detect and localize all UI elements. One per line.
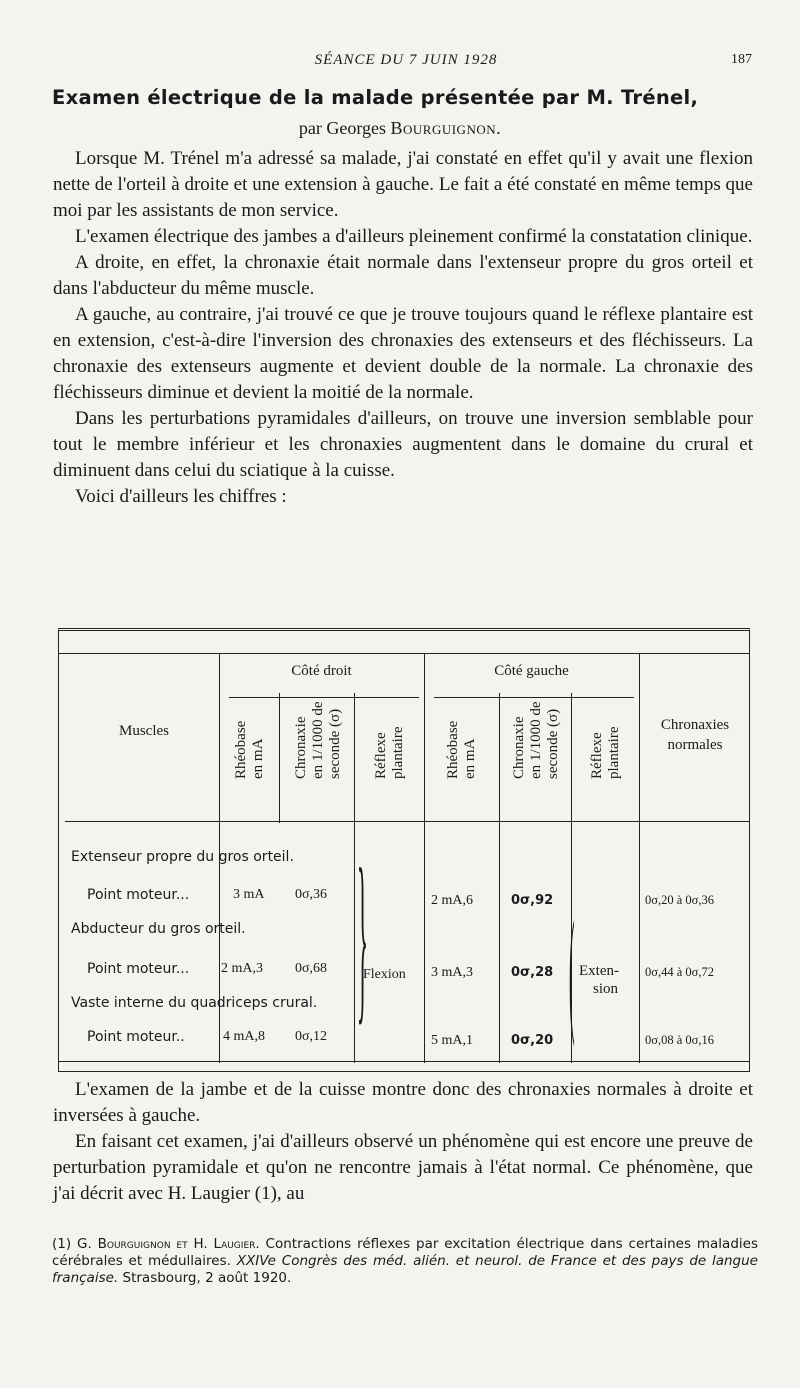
subhead-line: Réflexe — [589, 732, 605, 779]
cell-r-chronaxie: 0σ,36 — [295, 887, 328, 902]
cell-l-reflexe-2: sion — [593, 981, 619, 997]
subhead-line: plantaire — [606, 726, 622, 779]
byline-prefix: par Georges — [298, 118, 386, 138]
body-text-bottom — [53, 1077, 753, 1207]
footnote-place-date: Strasbourg, 2 août 1920. — [122, 1270, 292, 1286]
chronaxie-table — [58, 628, 750, 1072]
table-rule — [65, 821, 749, 822]
row-point-moteur: Point moteur.. — [87, 1029, 185, 1045]
subhead-chronaxie-left — [511, 702, 562, 779]
cell-r-rheobase: 3 mA — [233, 887, 265, 902]
brace-right: } — [357, 831, 368, 1041]
running-head — [56, 52, 756, 72]
subhead-line: en 1/1000 de — [528, 701, 544, 779]
header-muscles: Muscles — [119, 723, 169, 739]
subhead-line: Rhéobase — [445, 720, 461, 779]
row-muscle-heading: Abducteur du gros orteil. — [71, 921, 246, 937]
group-cote-gauche: Côté gauche — [494, 663, 569, 679]
paragraph: Dans les perturbations pyramidales d'ailleurs, on trouve une inversion semblable pour tout le membre inférieur et les chronaxies augmentent dans le domaine du crural et diminuent dans celui du sciatique à la cuisse. — [53, 408, 753, 481]
cell-l-reflexe-1: Exten- — [579, 963, 619, 979]
cell-normal: 0σ,20 à 0σ,36 — [645, 893, 715, 907]
subhead-reflexe-left — [589, 727, 623, 779]
brace-left: ( — [569, 893, 575, 1048]
row-point-moteur: Point moteur... — [87, 961, 190, 977]
row-muscle-heading: Vaste interne du quadriceps crural. — [71, 995, 318, 1011]
cell-l-rheobase: 5 mA,1 — [431, 1033, 473, 1048]
paragraph: L'examen de la jambe et de la cuisse montre donc des chronaxies normales à droite et inversées à gauche. — [53, 1079, 753, 1126]
paragraph: Voici d'ailleurs les chiffres : — [75, 486, 287, 507]
table-rule — [434, 697, 634, 698]
subhead-line: Chronaxie — [511, 716, 527, 779]
footnote-text: Contractions réflexes par excitation électrique dans certaines maladies cérébrales et médullaires. — [52, 1236, 758, 1269]
table-divider — [499, 693, 500, 1063]
table-divider — [639, 653, 640, 1063]
subhead-reflexe-right — [373, 727, 407, 779]
header-normals-line1: Chronaxies — [660, 717, 730, 733]
table-rule — [229, 697, 419, 698]
subhead-line: Réflexe — [373, 732, 389, 779]
subhead-line: Rhéobase — [233, 720, 249, 779]
subhead-line: seconde (σ) — [545, 708, 561, 779]
paragraph: Lorsque M. Trénel m'a adressé sa malade, j'ai constaté en effet qu'il y avait une flexion nette de l'orteil à droite et une extension à gauche. Le fait a été constaté en même temps que moi par les assistants de mon service. — [53, 148, 753, 221]
row-point-moteur: Point moteur... — [87, 887, 190, 903]
cell-r-rheobase: 2 mA,3 — [221, 961, 263, 976]
header-normals — [645, 715, 745, 755]
cell-r-chronaxie: 0σ,68 — [295, 961, 328, 976]
subhead-line: Chronaxie — [293, 716, 309, 779]
table-rule — [59, 1061, 749, 1062]
cell-l-rheobase: 2 mA,6 — [431, 893, 473, 908]
cell-l-rheobase: 3 mA,3 — [431, 965, 473, 980]
subhead-rheobase-left — [445, 721, 479, 779]
header-normals-line2: normales — [667, 737, 723, 753]
article-byline — [0, 118, 800, 139]
subhead-line: plantaire — [390, 726, 406, 779]
table-divider — [279, 693, 280, 823]
cell-r-rheobase: 4 mA,8 — [223, 1029, 265, 1044]
subhead-line: seconde (σ) — [327, 708, 343, 779]
cell-r-chronaxie: 0σ,12 — [295, 1029, 328, 1044]
paragraph: A gauche, au contraire, j'ai trouvé ce que je trouve toujours quand le réflexe plantaire est en extension, c'est-à-dire l'inversion des chronaxies des extenseurs et des fléchisseurs. La chronaxie des extenseurs augmente et devient double de la normale. La chronaxie des fléchisseurs diminue et devient la moitié de la normale. — [53, 304, 753, 403]
subhead-line: en mA — [462, 738, 478, 779]
footnote-marker: (1) G. — [52, 1236, 92, 1252]
page-number: 187 — [731, 52, 752, 67]
subhead-line: en mA — [250, 738, 266, 779]
cell-normal: 0σ,08 à 0σ,16 — [645, 1033, 715, 1047]
cell-l-chronaxie: 0σ,28 — [511, 965, 554, 980]
article-title: Examen électrique de la malade présentée par M. Trénel, — [52, 86, 699, 109]
paragraph: En faisant cet examen, j'ai d'ailleurs observé un phénomène qui est encore une preuve de perturbation pyramidale et qu'on ne rencontre jamais à l'état normal. Ce phénomène, que j'ai décrit avec H. Laugier (1), au — [53, 1131, 753, 1204]
cell-normal: 0σ,44 à 0σ,72 — [645, 965, 715, 979]
byline-author: Bourguignon. — [390, 118, 502, 138]
cell-r-reflexe: Flexion — [363, 967, 406, 982]
table-divider — [424, 653, 425, 1063]
footnote — [52, 1236, 758, 1287]
footnote-authors: Bourguignon et H. Laugier. — [97, 1236, 260, 1252]
running-head-title: SÉANCE DU 7 JUIN 1928 — [314, 52, 498, 68]
table-divider — [354, 693, 355, 1063]
group-cote-droit: Côté droit — [291, 663, 352, 679]
table-rule — [59, 653, 749, 654]
body-text-top — [53, 146, 753, 510]
cell-l-chronaxie: 0σ,92 — [511, 893, 554, 908]
paragraph: A droite, en effet, la chronaxie était normale dans l'extenseur propre du gros orteil et dans l'abducteur du même muscle. — [53, 252, 753, 299]
subhead-line: en 1/1000 de — [310, 701, 326, 779]
cell-l-chronaxie: 0σ,20 — [511, 1033, 554, 1048]
subhead-rheobase-right — [233, 721, 267, 779]
paragraph: L'examen électrique des jambes a d'ailleurs pleinement confirmé la constatation clinique. — [75, 226, 753, 247]
footnote-venue: XXIVe Congrès des méd. alién. et neurol. de France et des pays de langue française. — [52, 1253, 758, 1286]
subhead-chronaxie-right — [293, 702, 344, 779]
row-muscle-heading: Extenseur propre du gros orteil. — [71, 849, 294, 865]
